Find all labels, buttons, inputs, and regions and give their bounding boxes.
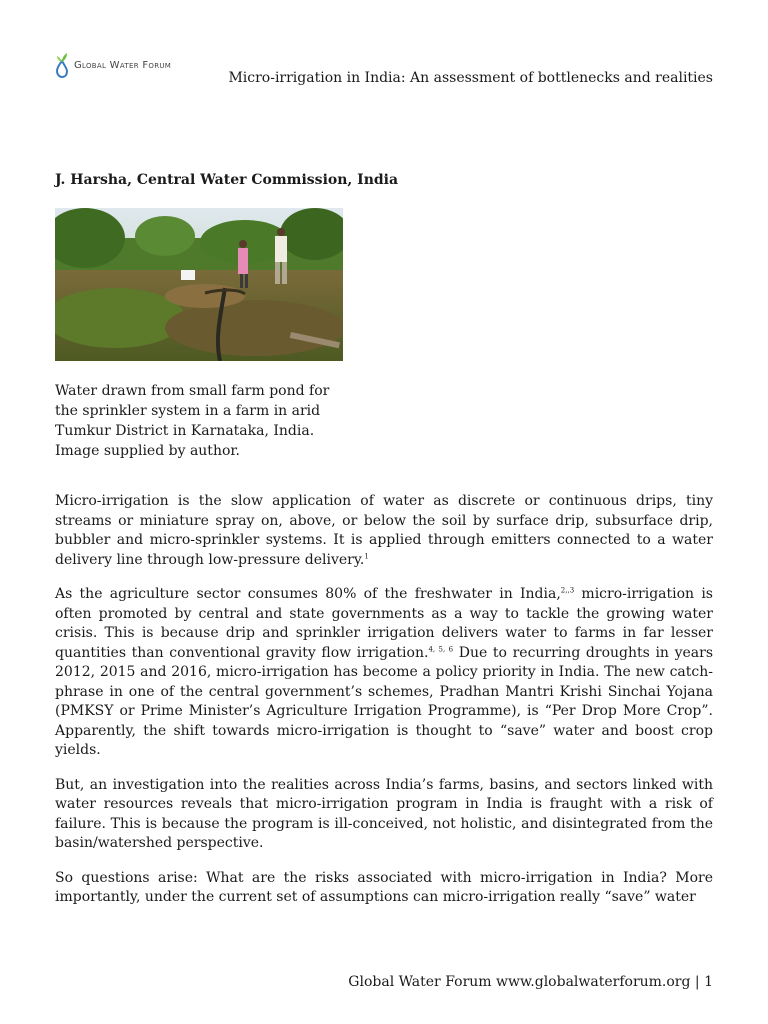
logo-text: Global Water Forum — [74, 59, 172, 71]
running-title: Micro-irrigation in India: An assessment of bottlenecks and realities — [228, 70, 713, 86]
page-footer: Global Water Forum www.globalwaterforum.org | 1 — [348, 974, 713, 990]
paragraph-1 — [55, 492, 713, 570]
paragraph-4: So questions arise: What are the risks associated with micro-irrigation in India? More importantly, under the current set of assumptions can micro-irrigation really “save” water — [55, 869, 713, 905]
footnote-ref: 4, 5, 6 — [428, 644, 454, 653]
global-water-forum-logo — [55, 52, 171, 78]
farm-photo — [55, 208, 343, 361]
paragraph-2 — [55, 585, 713, 761]
caption-line: Image supplied by author. — [55, 443, 240, 459]
article-body — [55, 492, 713, 923]
footnote-ref: 1 — [364, 551, 369, 560]
paragraph-text: micro-irrigation is often promoted by central and state governments as a way to tackle the growing water crisis. This is because drip and sprinkler irrigation delivers water to farms in far lesser quantities than conventional gravity flow irrigation. — [55, 586, 713, 661]
paragraph-text: Micro-irrigation is the slow application of water as discrete or continuous drips, tiny streams or miniature spray on, above, or below the soil by surface drip, subsurface drip, bubbler and micro-sprinkler systems. It is applied through emitters connected to a water delivery line through low-pressure delivery. — [55, 493, 713, 568]
paragraph-text: Due to recurring droughts in years 2012, 2015 and 2016, micro-irrigation has become a policy priority in India. The new catch-phrase in one of the central government’s schemes, Pradhan Mantri Krishi Sinchai Yojana (PMKSY or Prime Minister’s Agriculture Irrigation Programme), is “Per Drop More Crop”. Apparently, the shift towards micro-irrigation is thought to “save” water and boost crop yields. — [55, 644, 714, 758]
caption-line: the sprinkler system in a farm in arid — [55, 403, 321, 419]
paragraph-text: As the agriculture sector consumes 80% of the freshwater in India, — [55, 586, 561, 602]
author-line: J. Harsha, Central Water Commission, India — [55, 172, 399, 188]
farm-photo-image — [55, 208, 343, 361]
water-drop-icon — [55, 52, 69, 78]
footnote-ref: 2,,3 — [560, 586, 575, 595]
caption-line: Tumkur District in Karnataka, India. — [55, 423, 315, 439]
figure-caption — [55, 381, 345, 461]
caption-line: Water drawn from small farm pond for — [55, 383, 330, 399]
paragraph-3: But, an investigation into the realities across India’s farms, basins, and sectors linked with water resources reveals that micro-irrigation program in India is fraught with a risk of failure. This is because the program is ill-conceived, not holistic, and disintegrated from the basin/watershed perspective. — [55, 776, 713, 851]
